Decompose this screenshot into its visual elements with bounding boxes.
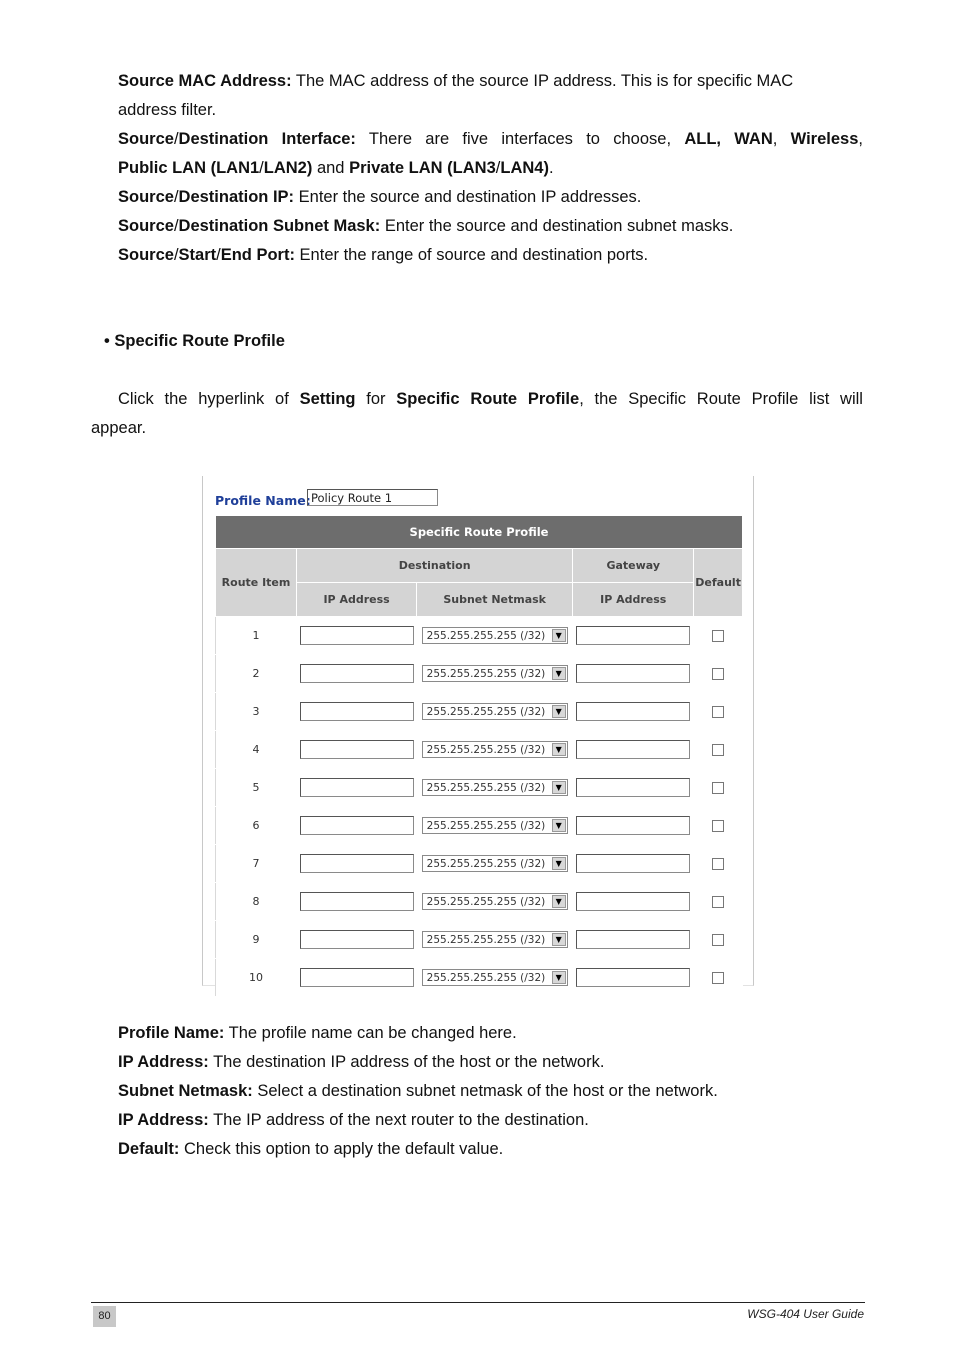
route-item-number: 8	[216, 883, 297, 921]
dest-ip-input[interactable]	[300, 816, 414, 835]
route-item-number: 4	[216, 731, 297, 769]
dest-ip-input[interactable]	[300, 702, 414, 721]
route-item-number: 5	[216, 769, 297, 807]
desc-subnet: Subnet Netmask: Select a destination subnet netmask of the host or the network.	[118, 1082, 718, 1100]
desc-default: Default: Check this option to apply the default value.	[118, 1140, 504, 1158]
port-para: Source/Start/End Port: Enter the range of source and destination ports.	[118, 246, 649, 264]
gateway-ip-input[interactable]	[576, 664, 690, 683]
dropdown-arrow-icon: ▼	[552, 781, 566, 794]
subnet-select[interactable]: 255.255.255.255 (/32) ▼	[422, 893, 568, 910]
guide-title: WSG-404 User Guide	[747, 1307, 864, 1321]
default-checkbox[interactable]	[712, 630, 724, 642]
route-item-number: 2	[216, 655, 297, 693]
col-ip-address: IP Address	[297, 583, 417, 617]
col-route-item: Route Item	[216, 549, 297, 617]
table-row	[216, 921, 743, 959]
source-mac-para: Source MAC Address: The MAC address of the source IP address. This is for specific MAC	[118, 72, 794, 90]
dest-ip-input[interactable]	[300, 930, 414, 949]
profile-name-label: Profile Name:	[215, 493, 311, 508]
desc-profile-name: Profile Name: The profile name can be changed here.	[118, 1024, 517, 1042]
dropdown-arrow-icon: ▼	[552, 819, 566, 832]
interface-para-cont: Public LAN (LAN1/LAN2) and Private LAN (LAN3/LAN4).	[118, 159, 554, 177]
subnet-select[interactable]: 255.255.255.255 (/32) ▼	[422, 665, 568, 682]
default-checkbox[interactable]	[712, 896, 724, 908]
port-label: End Port:	[220, 246, 295, 264]
default-checkbox[interactable]	[712, 972, 724, 984]
dest-ip-input[interactable]	[300, 664, 414, 683]
table-row	[216, 617, 743, 655]
table-row	[216, 769, 743, 807]
dropdown-arrow-icon: ▼	[552, 933, 566, 946]
dropdown-arrow-icon: ▼	[552, 971, 566, 984]
table-row	[216, 845, 743, 883]
default-checkbox[interactable]	[712, 706, 724, 718]
gateway-ip-input[interactable]	[576, 930, 690, 949]
dest-ip-label: Destination IP:	[178, 188, 295, 206]
gateway-ip-input[interactable]	[576, 854, 690, 873]
route-item-number: 9	[216, 921, 297, 959]
gateway-ip-input[interactable]	[576, 626, 690, 645]
route-profile-screenshot	[202, 476, 754, 986]
table-row	[216, 655, 743, 693]
dest-ip-input[interactable]	[300, 626, 414, 645]
route-item-number: 7	[216, 845, 297, 883]
col-gw-ip: IP Address	[573, 583, 694, 617]
desc-ip: IP Address: The destination IP address of the host or the network.	[118, 1053, 605, 1071]
subnet-select[interactable]: 255.255.255.255 (/32) ▼	[422, 969, 568, 986]
gateway-ip-input[interactable]	[576, 740, 690, 759]
default-checkbox[interactable]	[712, 858, 724, 870]
dropdown-arrow-icon: ▼	[552, 667, 566, 680]
section-intro: Click the hyperlink of Setting for Specific Route Profile, the Specific Route Profile list will	[118, 390, 863, 408]
default-checkbox[interactable]	[712, 744, 724, 756]
page-number: 80	[93, 1306, 116, 1327]
dest-mask-para: Source/Destination Subnet Mask: Enter the source and destination subnet masks.	[118, 217, 734, 235]
source-mac-para-cont: address filter.	[118, 101, 217, 119]
table-row	[216, 959, 743, 997]
col-destination: Destination	[297, 549, 573, 583]
default-checkbox[interactable]	[712, 820, 724, 832]
dest-ip-para: Source/Destination IP: Enter the source and destination IP addresses.	[118, 188, 642, 206]
dropdown-arrow-icon: ▼	[552, 705, 566, 718]
desc-gw-ip: IP Address: The IP address of the next router to the destination.	[118, 1111, 589, 1129]
default-checkbox[interactable]	[712, 668, 724, 680]
table-row	[216, 731, 743, 769]
gateway-ip-input[interactable]	[576, 816, 690, 835]
gateway-ip-input[interactable]	[576, 778, 690, 797]
table-row	[216, 883, 743, 921]
gateway-ip-input[interactable]	[576, 702, 690, 721]
dropdown-arrow-icon: ▼	[552, 895, 566, 908]
dest-ip-input[interactable]	[300, 968, 414, 987]
interface-label: Destination Interface:	[178, 130, 356, 148]
default-checkbox[interactable]	[712, 782, 724, 794]
dest-ip-input[interactable]	[300, 854, 414, 873]
gateway-ip-input[interactable]	[576, 892, 690, 911]
col-gateway: Gateway	[573, 549, 694, 583]
route-table	[215, 515, 743, 997]
subnet-select[interactable]: 255.255.255.255 (/32) ▼	[422, 855, 568, 872]
table-title: Specific Route Profile	[216, 516, 743, 549]
section-intro-cont: appear.	[91, 419, 147, 437]
dropdown-arrow-icon: ▼	[552, 857, 566, 870]
table-row	[216, 807, 743, 845]
route-item-number: 1	[216, 617, 297, 655]
table-row	[216, 693, 743, 731]
dest-ip-input[interactable]	[300, 778, 414, 797]
dest-ip-input[interactable]	[300, 740, 414, 759]
source-mac-label: Source MAC Address:	[118, 72, 292, 90]
route-item-number: 3	[216, 693, 297, 731]
col-subnet: Subnet Netmask	[417, 583, 573, 617]
interface-para: Source/Destination Interface: There are five interfaces to choose, ALL, WAN, Wireless,	[118, 130, 863, 148]
dropdown-arrow-icon: ▼	[552, 629, 566, 642]
dropdown-arrow-icon: ▼	[552, 743, 566, 756]
profile-name-input[interactable]: Policy Route 1	[307, 489, 438, 506]
subnet-select[interactable]: 255.255.255.255 (/32) ▼	[422, 931, 568, 948]
subnet-select[interactable]: 255.255.255.255 (/32) ▼	[422, 817, 568, 834]
subnet-select[interactable]: 255.255.255.255 (/32) ▼	[422, 779, 568, 796]
section-heading: • Specific Route Profile	[104, 332, 285, 350]
default-checkbox[interactable]	[712, 934, 724, 946]
subnet-select[interactable]: 255.255.255.255 (/32) ▼	[422, 627, 568, 644]
footer-rule	[91, 1302, 865, 1303]
col-default: Default	[694, 549, 743, 617]
gateway-ip-input[interactable]	[576, 968, 690, 987]
route-item-number: 10	[216, 959, 297, 997]
subnet-select[interactable]: 255.255.255.255 (/32) ▼	[422, 703, 568, 720]
dest-ip-input[interactable]	[300, 892, 414, 911]
subnet-select[interactable]: 255.255.255.255 (/32) ▼	[422, 741, 568, 758]
dest-mask-label: Destination Subnet Mask:	[178, 217, 381, 235]
route-item-number: 6	[216, 807, 297, 845]
